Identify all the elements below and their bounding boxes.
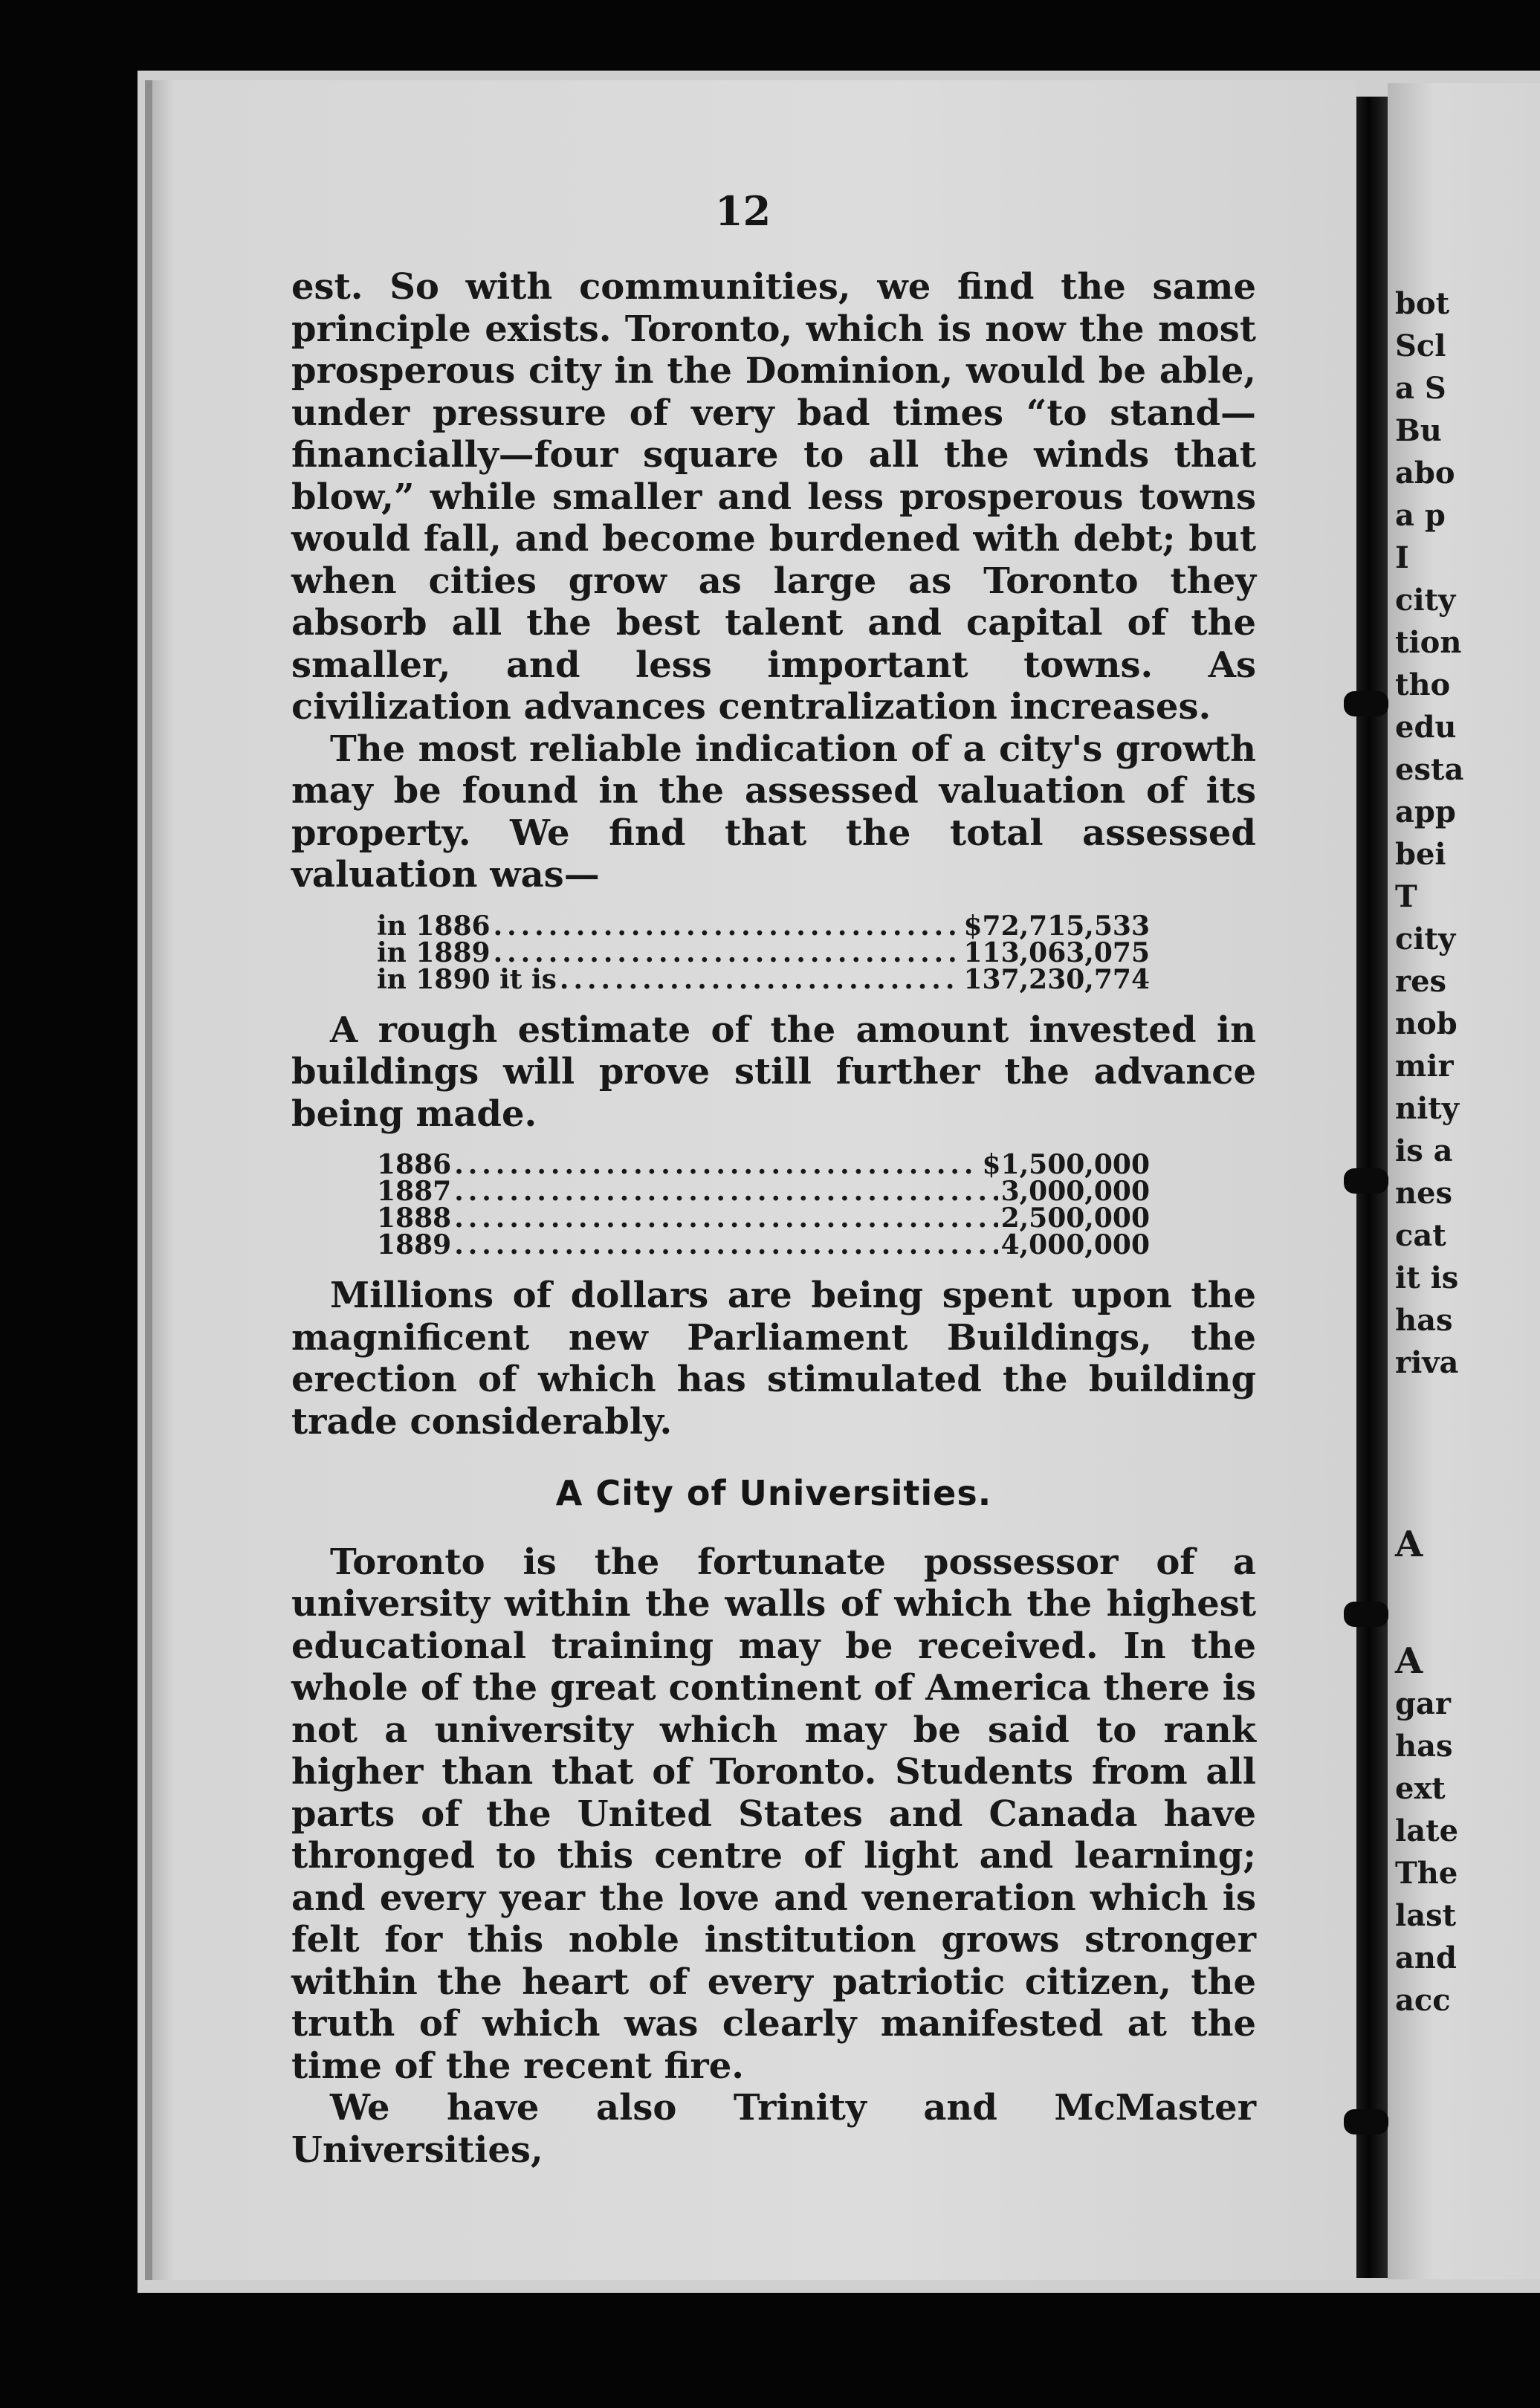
- paragraph: est. So with communities, we find the same principle exists. Toronto, which is now the most prosperous city in the Dominion, would be able, under pressure of very bad times “to stand—financially—four square to all the winds that blow,” while smaller and less prosperous towns would fall, and become burdened with debt; but when cities grow as large as Toronto they absorb all the best talent and capital of the smaller, and less important towns. As civilization advances centralization increases.: [291, 266, 1256, 728]
- right-page-fragment: Bu: [1395, 413, 1442, 448]
- spacer: [1395, 1384, 1540, 1524]
- buildings-table: [377, 1151, 1150, 1258]
- binding-stitch: [1344, 1602, 1388, 1627]
- table-row: [377, 913, 1150, 939]
- section-heading: A City of Universities.: [555, 1473, 992, 1513]
- binding-stitch: [1344, 691, 1388, 716]
- row-label: in 1886: [377, 912, 491, 939]
- page-number: 12: [715, 187, 771, 235]
- right-page-fragment: mir: [1395, 1049, 1454, 1084]
- right-page-fragment: abo: [1395, 456, 1455, 491]
- right-page-fragment: The: [1395, 1856, 1458, 1891]
- row-label: in 1890 it is: [377, 965, 557, 993]
- right-page-fragment: gar: [1395, 1686, 1451, 1721]
- paragraph: We have also Trinity and McMaster Universities,: [291, 2087, 1256, 2171]
- right-page-fragment: nob: [1395, 1006, 1458, 1041]
- right-page-fragment: a p: [1395, 498, 1446, 533]
- right-page-fragment: city: [1395, 922, 1456, 957]
- right-page-fragment: T: [1395, 879, 1417, 914]
- right-page-fragment: late: [1395, 1813, 1459, 1848]
- leader-dots: [494, 913, 961, 939]
- table-row: [377, 1151, 1150, 1178]
- right-page-fragment: A: [1395, 1640, 1423, 1682]
- right-page-fragment: esta: [1395, 752, 1464, 787]
- right-page-fragment: bot: [1395, 286, 1450, 321]
- row-label: in 1889: [377, 939, 491, 966]
- paragraph: Millions of dollars are being spent upon the magnificent new Parliament Buildings, the erection of which has stimulated the building trade considerably.: [291, 1275, 1256, 1443]
- row-value: 137,230,774: [963, 965, 1150, 993]
- row-value: 4,000,000: [1000, 1231, 1150, 1258]
- right-page-fragment: tion: [1395, 625, 1462, 660]
- page-body: [291, 266, 1256, 2171]
- right-page-fragment: bei: [1395, 837, 1446, 872]
- paragraph: A rough estimate of the amount invested in buildings will prove still further the advance being made.: [291, 1009, 1256, 1135]
- row-label: 1887: [377, 1178, 452, 1205]
- right-page-heading-fragment: A: [1395, 1524, 1423, 1565]
- row-value: 3,000,000: [1000, 1178, 1150, 1205]
- table-row: [377, 939, 1150, 966]
- row-value: 113,063,075: [963, 939, 1150, 966]
- binding-stitch: [1344, 1168, 1388, 1194]
- spacer: [1395, 1566, 1540, 1640]
- right-page-fragment: tho: [1395, 667, 1451, 702]
- right-page-fragment: cat: [1395, 1218, 1446, 1253]
- table-row: [377, 1178, 1150, 1205]
- right-page-fragment: and: [1395, 1941, 1457, 1975]
- leader-dots: [494, 939, 961, 966]
- right-page-fragment: city: [1395, 583, 1456, 618]
- right-page-fragment: edu: [1395, 710, 1457, 745]
- right-page-fragment: a S: [1395, 371, 1446, 406]
- valuation-table: [377, 913, 1150, 993]
- right-page-fragment: nes: [1395, 1176, 1453, 1211]
- leader-dots: [454, 1178, 997, 1205]
- table-row: [377, 1205, 1150, 1231]
- leader-dots: [454, 1151, 979, 1178]
- right-page-text-fragments: [1395, 282, 1540, 2022]
- right-page-fragment: nity: [1395, 1091, 1459, 1126]
- right-page-fragment: ext: [1395, 1771, 1446, 1806]
- right-page-fragment: app: [1395, 794, 1456, 829]
- paragraph: Toronto is the fortunate possessor of a university within the walls of which the highest educational training may be received. In the whole of the great continent of America there is not a university which may be said to rank higher than that of Toronto. Students from all parts of the United States and Canada have thronged to this centre of light and learning; and every year the love and veneration which is felt for this noble institution grows stronger within the heart of every patriotic citizen, the truth of which was clearly manifested at the time of the recent fire.: [291, 1541, 1256, 2087]
- right-page-fragment: last: [1395, 1898, 1457, 1933]
- leader-dots: [454, 1205, 997, 1231]
- row-value: 2,500,000: [1000, 1205, 1150, 1231]
- row-label: 1886: [377, 1151, 452, 1178]
- row-value: $1,500,000: [982, 1151, 1150, 1178]
- right-page-fragment: is a: [1395, 1133, 1453, 1168]
- right-page-fragment: has: [1395, 1729, 1453, 1764]
- row-label: 1888: [377, 1205, 452, 1231]
- right-page-fragment: res: [1395, 964, 1447, 999]
- right-page-fragment: it is: [1395, 1260, 1459, 1295]
- leader-dots: [454, 1231, 997, 1258]
- table-row: [377, 966, 1150, 993]
- right-page-fragment: has: [1395, 1303, 1453, 1338]
- row-value: $72,715,533: [963, 912, 1150, 939]
- table-row: [377, 1231, 1150, 1258]
- leader-dots: [560, 966, 961, 993]
- paragraph: The most reliable indication of a city's growth may be found in the assessed valuation of its property. We find that the total assessed valuation was—: [291, 728, 1256, 896]
- right-page-edge: [1388, 83, 1540, 2279]
- right-page-fragment: I: [1395, 540, 1409, 575]
- right-page-fragment: riva: [1395, 1345, 1459, 1380]
- right-page-fragment: Scl: [1395, 328, 1446, 363]
- row-label: 1889: [377, 1231, 452, 1258]
- right-page-fragment: acc: [1395, 1983, 1451, 2018]
- binding-stitch: [1344, 2109, 1388, 2134]
